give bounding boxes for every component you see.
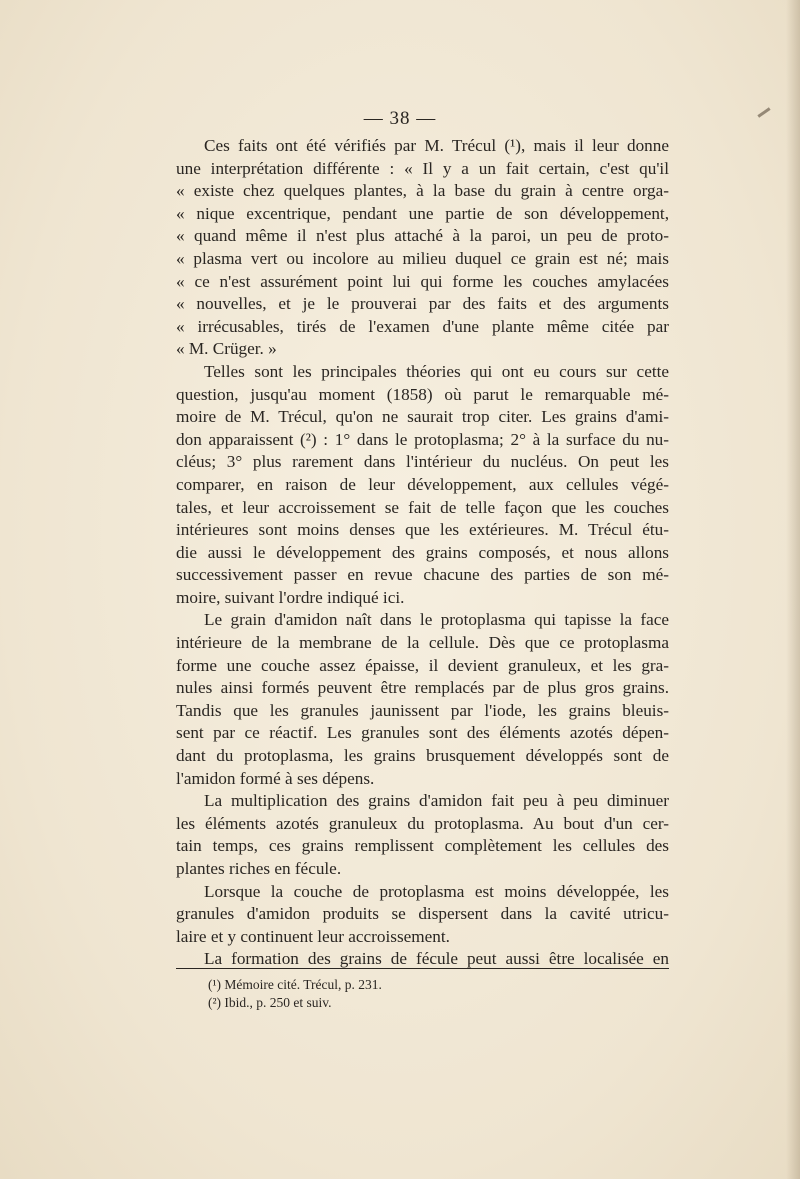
body-line: Le grain d'amidon naît dans le protoplasma qui tapisse la face xyxy=(204,610,669,630)
body-text xyxy=(176,135,669,971)
body-line: cléus; 3° plus rarement dans l'intérieur du nucléus. On peut les xyxy=(176,452,669,472)
footnote-rule xyxy=(176,968,669,969)
body-line: l'amidon formé à ses dépens. xyxy=(176,768,375,788)
body-line: « M. Crüger. » xyxy=(176,339,277,359)
body-line: Lorsque la couche de protoplasma est moins développée, les xyxy=(204,881,669,901)
body-line: tales, et leur accroissement se fait de telle façon que les couches xyxy=(176,497,669,517)
body-line: question, jusqu'au moment (1858) où parut le remarquable mé- xyxy=(176,384,669,404)
body-line: die aussi le développement des grains composés, et nous allons xyxy=(176,542,669,562)
body-line: intérieures sont moins denses que les extérieures. M. Trécul étu- xyxy=(176,520,669,540)
body-line: Telles sont les principales théories qui ont eu cours sur cette xyxy=(204,361,669,381)
body-line: nules ainsi formés peuvent être remplacés par de plus gros grains. xyxy=(176,678,669,698)
body-line: sent par ce réactif. Les granules sont des éléments azotés dépen- xyxy=(176,723,669,743)
body-line: moire, suivant l'ordre indiqué ici. xyxy=(176,587,405,607)
body-line: une interprétation différente : « Il y a un fait certain, c'est qu'il xyxy=(176,158,669,178)
body-line: granules d'amidon produits se dispersent dans la cavité utricu- xyxy=(176,904,669,924)
body-line: comparer, en raison de leur développement, aux cellules végé- xyxy=(176,474,669,494)
body-line: dant du protoplasma, les grains brusquement développés sont de xyxy=(176,746,669,766)
body-line: La multiplication des grains d'amidon fait peu à peu diminuer xyxy=(204,791,669,811)
page-edge-shadow xyxy=(786,0,800,1179)
body-line: Tandis que les granules jaunissent par l'iode, les grains bleuis- xyxy=(176,700,669,720)
body-line: La formation des grains de fécule peut aussi être localisée en xyxy=(204,949,669,969)
body-line: « existe chez quelques plantes, à la base du grain à centre orga- xyxy=(176,181,669,201)
footnote-1: (¹) Mémoire cité. Trécul, p. 231. xyxy=(208,977,382,992)
body-line: « quand même il n'est plus attaché à la paroi, un peu de proto- xyxy=(176,226,669,246)
body-line: tain temps, ces grains remplissent complètement les cellules des xyxy=(176,836,669,856)
body-line: plantes riches en fécule. xyxy=(176,859,342,878)
body-line: les éléments azotés granuleux du protoplasma. Au bout d'un cer- xyxy=(176,813,669,833)
body-line: laire et y continuent leur accroissement. xyxy=(176,926,450,946)
body-line: « irrécusables, tirés de l'examen d'une plante même citée par xyxy=(176,316,669,336)
body-line: « nouvelles, et je le prouverai par des faits et des arguments xyxy=(176,294,669,314)
body-line: don apparaissent (²) : 1° dans le protoplasma; 2° à la surface du nu- xyxy=(176,429,669,449)
footnote-2: (²) Ibid., p. 250 et suiv. xyxy=(208,995,332,1010)
body-line: intérieure de la membrane de la cellule. Dès que ce protoplasma xyxy=(176,633,669,653)
body-line: moire de M. Trécul, qu'on ne saurait trop citer. Les grains d'ami- xyxy=(176,407,669,427)
body-line: forme une couche assez épaisse, il devient granuleux, et les gra- xyxy=(176,655,669,675)
body-line: successivement passer en revue chacune des parties de son mé- xyxy=(176,565,669,585)
body-line: Ces faits ont été vérifiés par M. Trécul (¹), mais il leur donne xyxy=(204,136,669,155)
footnotes xyxy=(208,976,608,1012)
page-number: — 38 — xyxy=(363,108,437,129)
body-line: « nique excentrique, pendant une partie de son développement, xyxy=(176,203,669,223)
body-line: « plasma vert ou incolore au milieu duquel ce grain est né; mais xyxy=(176,248,669,268)
body-line: « ce n'est assurément point lui qui forme les couches amylacées xyxy=(176,271,669,291)
